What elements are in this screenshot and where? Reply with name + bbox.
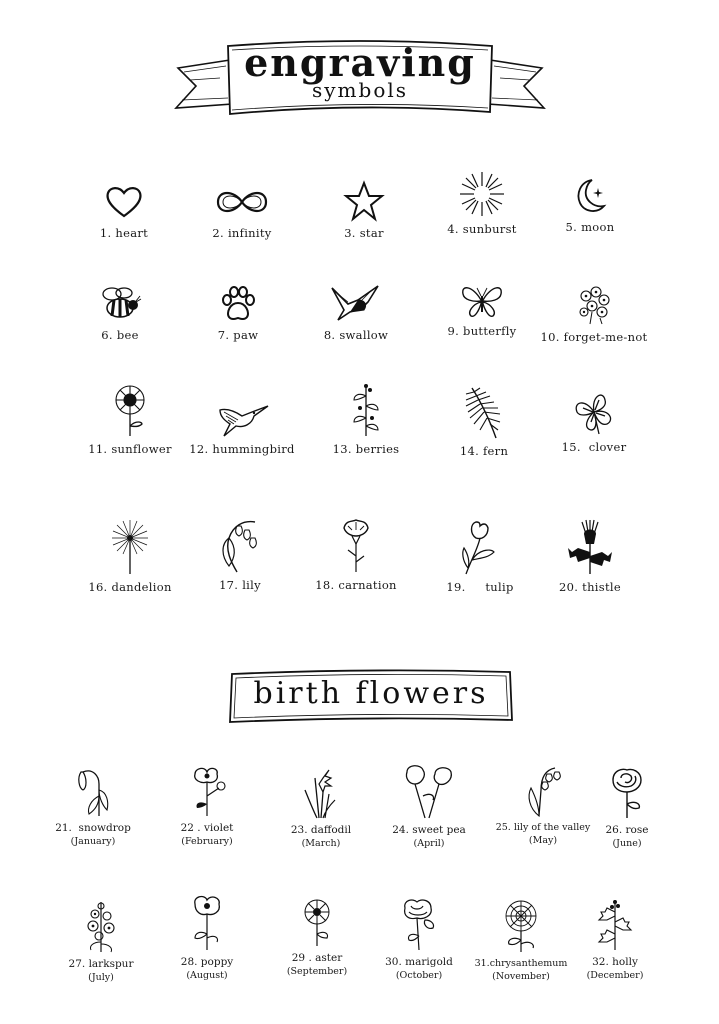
chrysanthemum-icon: [497, 898, 545, 954]
banner-title-symbols: symbols: [311, 78, 409, 102]
flower-label: 21. snowdrop: [55, 822, 131, 834]
symbol-sunflower: [70, 384, 190, 456]
symbol-lily: [180, 516, 300, 592]
holly-icon: [595, 898, 635, 952]
flower-daffodil: [266, 764, 376, 849]
larkspur-icon: [79, 898, 123, 954]
star-icon: [343, 180, 385, 222]
flower-month: (January): [70, 836, 116, 847]
flower-violet: [152, 764, 262, 847]
symbol-label: 15. clover: [561, 440, 627, 454]
symbol-label: 17. lily: [219, 578, 261, 592]
flower-month: (September): [286, 966, 348, 977]
flower-month: (August): [186, 970, 228, 981]
berries-icon: [346, 382, 386, 438]
fern-icon: [462, 384, 506, 440]
lily-icon: [215, 516, 265, 574]
flower-aster: [262, 896, 372, 977]
symbol-label: 16. dandelion: [88, 580, 172, 594]
rose-icon: [605, 766, 649, 820]
symbol-infinity: [182, 182, 302, 240]
sweet-pea-icon: [401, 762, 457, 820]
dandelion-icon: [108, 518, 152, 576]
marigold-icon: [397, 896, 441, 952]
symbol-label: 11. sunflower: [88, 442, 172, 456]
flower-label: 24. sweet pea: [392, 824, 466, 836]
flower-month: (March): [301, 838, 341, 849]
flower-month: (June): [612, 838, 642, 849]
symbol-label: 3. star: [344, 226, 384, 240]
poppy-icon: [187, 894, 227, 952]
flower-label: 30. marigold: [385, 956, 453, 968]
sunburst-icon: [458, 170, 506, 218]
flower-larkspur: [46, 898, 156, 983]
symbol-hummingbird: [182, 398, 302, 456]
flower-label: 25. lily of the valley: [495, 822, 591, 833]
flower-label: 22 . violet: [180, 822, 234, 834]
flower-label: 23. daffodil: [290, 824, 352, 836]
flower-month: (December): [586, 970, 644, 981]
birth-flowers-banner: [226, 666, 516, 726]
forget-me-not-icon: [572, 282, 616, 326]
flower-label: 27. larkspur: [68, 958, 134, 970]
clover-icon: [569, 388, 619, 436]
symbol-swallow: [296, 282, 416, 342]
flower-month: (February): [181, 836, 233, 847]
symbol-label: 5. moon: [565, 220, 615, 234]
symbol-label: 7. paw: [217, 328, 259, 342]
swallow-icon: [328, 282, 384, 324]
symbol-clover: [534, 388, 654, 454]
symbol-label: 13. berries: [332, 442, 400, 456]
symbol-label: 4. sunburst: [447, 222, 517, 236]
symbol-label: 18. carnation: [315, 578, 397, 592]
flower-poppy: [152, 894, 262, 981]
heart-icon: [104, 182, 144, 222]
flower-label: 26. rose: [605, 824, 649, 836]
symbol-label: 1. heart: [99, 226, 149, 240]
aster-icon: [297, 896, 337, 948]
symbol-label: 14. fern: [459, 444, 509, 458]
symbol-star: [304, 180, 424, 240]
symbol-paw: [178, 286, 298, 342]
banner-title-engraving: engraving: [244, 40, 476, 85]
flower-label: 32. holly: [592, 956, 638, 968]
paw-icon: [218, 286, 258, 324]
symbol-label: 20. thistle: [559, 580, 621, 594]
flower-holly: [560, 898, 670, 981]
symbol-label: 2. infinity: [212, 226, 272, 240]
flower-month: (April): [413, 838, 445, 849]
symbol-label: 10. forget-me-not: [540, 330, 648, 344]
birth-flowers-title: birth flowers: [253, 676, 489, 711]
snowdrop-icon: [73, 766, 113, 818]
lily-of-the-valley-icon: [519, 764, 567, 818]
daffodil-icon: [295, 764, 347, 820]
symbol-label: 6. bee: [101, 328, 139, 342]
tulip-icon: [458, 518, 502, 576]
symbol-thistle: [530, 518, 650, 594]
symbol-berries: [306, 382, 426, 456]
carnation-icon: [336, 516, 376, 574]
symbol-fern: [424, 384, 544, 458]
symbol-label: 8. swallow: [323, 328, 389, 342]
bee-icon: [98, 284, 142, 324]
symbol-carnation: [296, 516, 416, 592]
symbol-label: 9. butterfly: [447, 324, 517, 338]
flower-snowdrop: [38, 766, 148, 847]
symbol-tulip: [420, 518, 540, 594]
flower-label: 29 . aster: [291, 952, 343, 964]
flower-label: 28. poppy: [180, 956, 234, 968]
butterfly-icon: [459, 282, 505, 320]
flower-month: (July): [88, 972, 114, 983]
flower-marigold: [364, 896, 474, 981]
symbol-label: 19. tulip: [446, 580, 514, 594]
flower-sweet-pea: [374, 762, 484, 849]
flower-label: 31.chrysanthemum: [474, 958, 568, 969]
symbol-sunburst: [422, 170, 542, 236]
symbol-forget-me-not: [534, 282, 654, 344]
thistle-icon: [564, 518, 616, 576]
symbol-bee: [60, 284, 180, 342]
engraving-symbols-banner: [170, 38, 550, 128]
sunflower-icon: [110, 384, 150, 438]
flower-month: (November): [492, 971, 550, 982]
flower-month: (May): [528, 835, 558, 846]
symbol-heart: [64, 182, 184, 240]
violet-icon: [185, 764, 229, 818]
flower-rose: [572, 766, 682, 849]
moon-icon: [570, 176, 610, 216]
symbol-butterfly: [422, 282, 542, 338]
hummingbird-icon: [214, 398, 270, 438]
symbol-label: 12. hummingbird: [189, 442, 295, 456]
flower-month: (October): [395, 970, 443, 981]
infinity-icon: [212, 182, 272, 222]
symbol-dandelion: [70, 518, 190, 594]
symbol-moon: [530, 176, 650, 234]
